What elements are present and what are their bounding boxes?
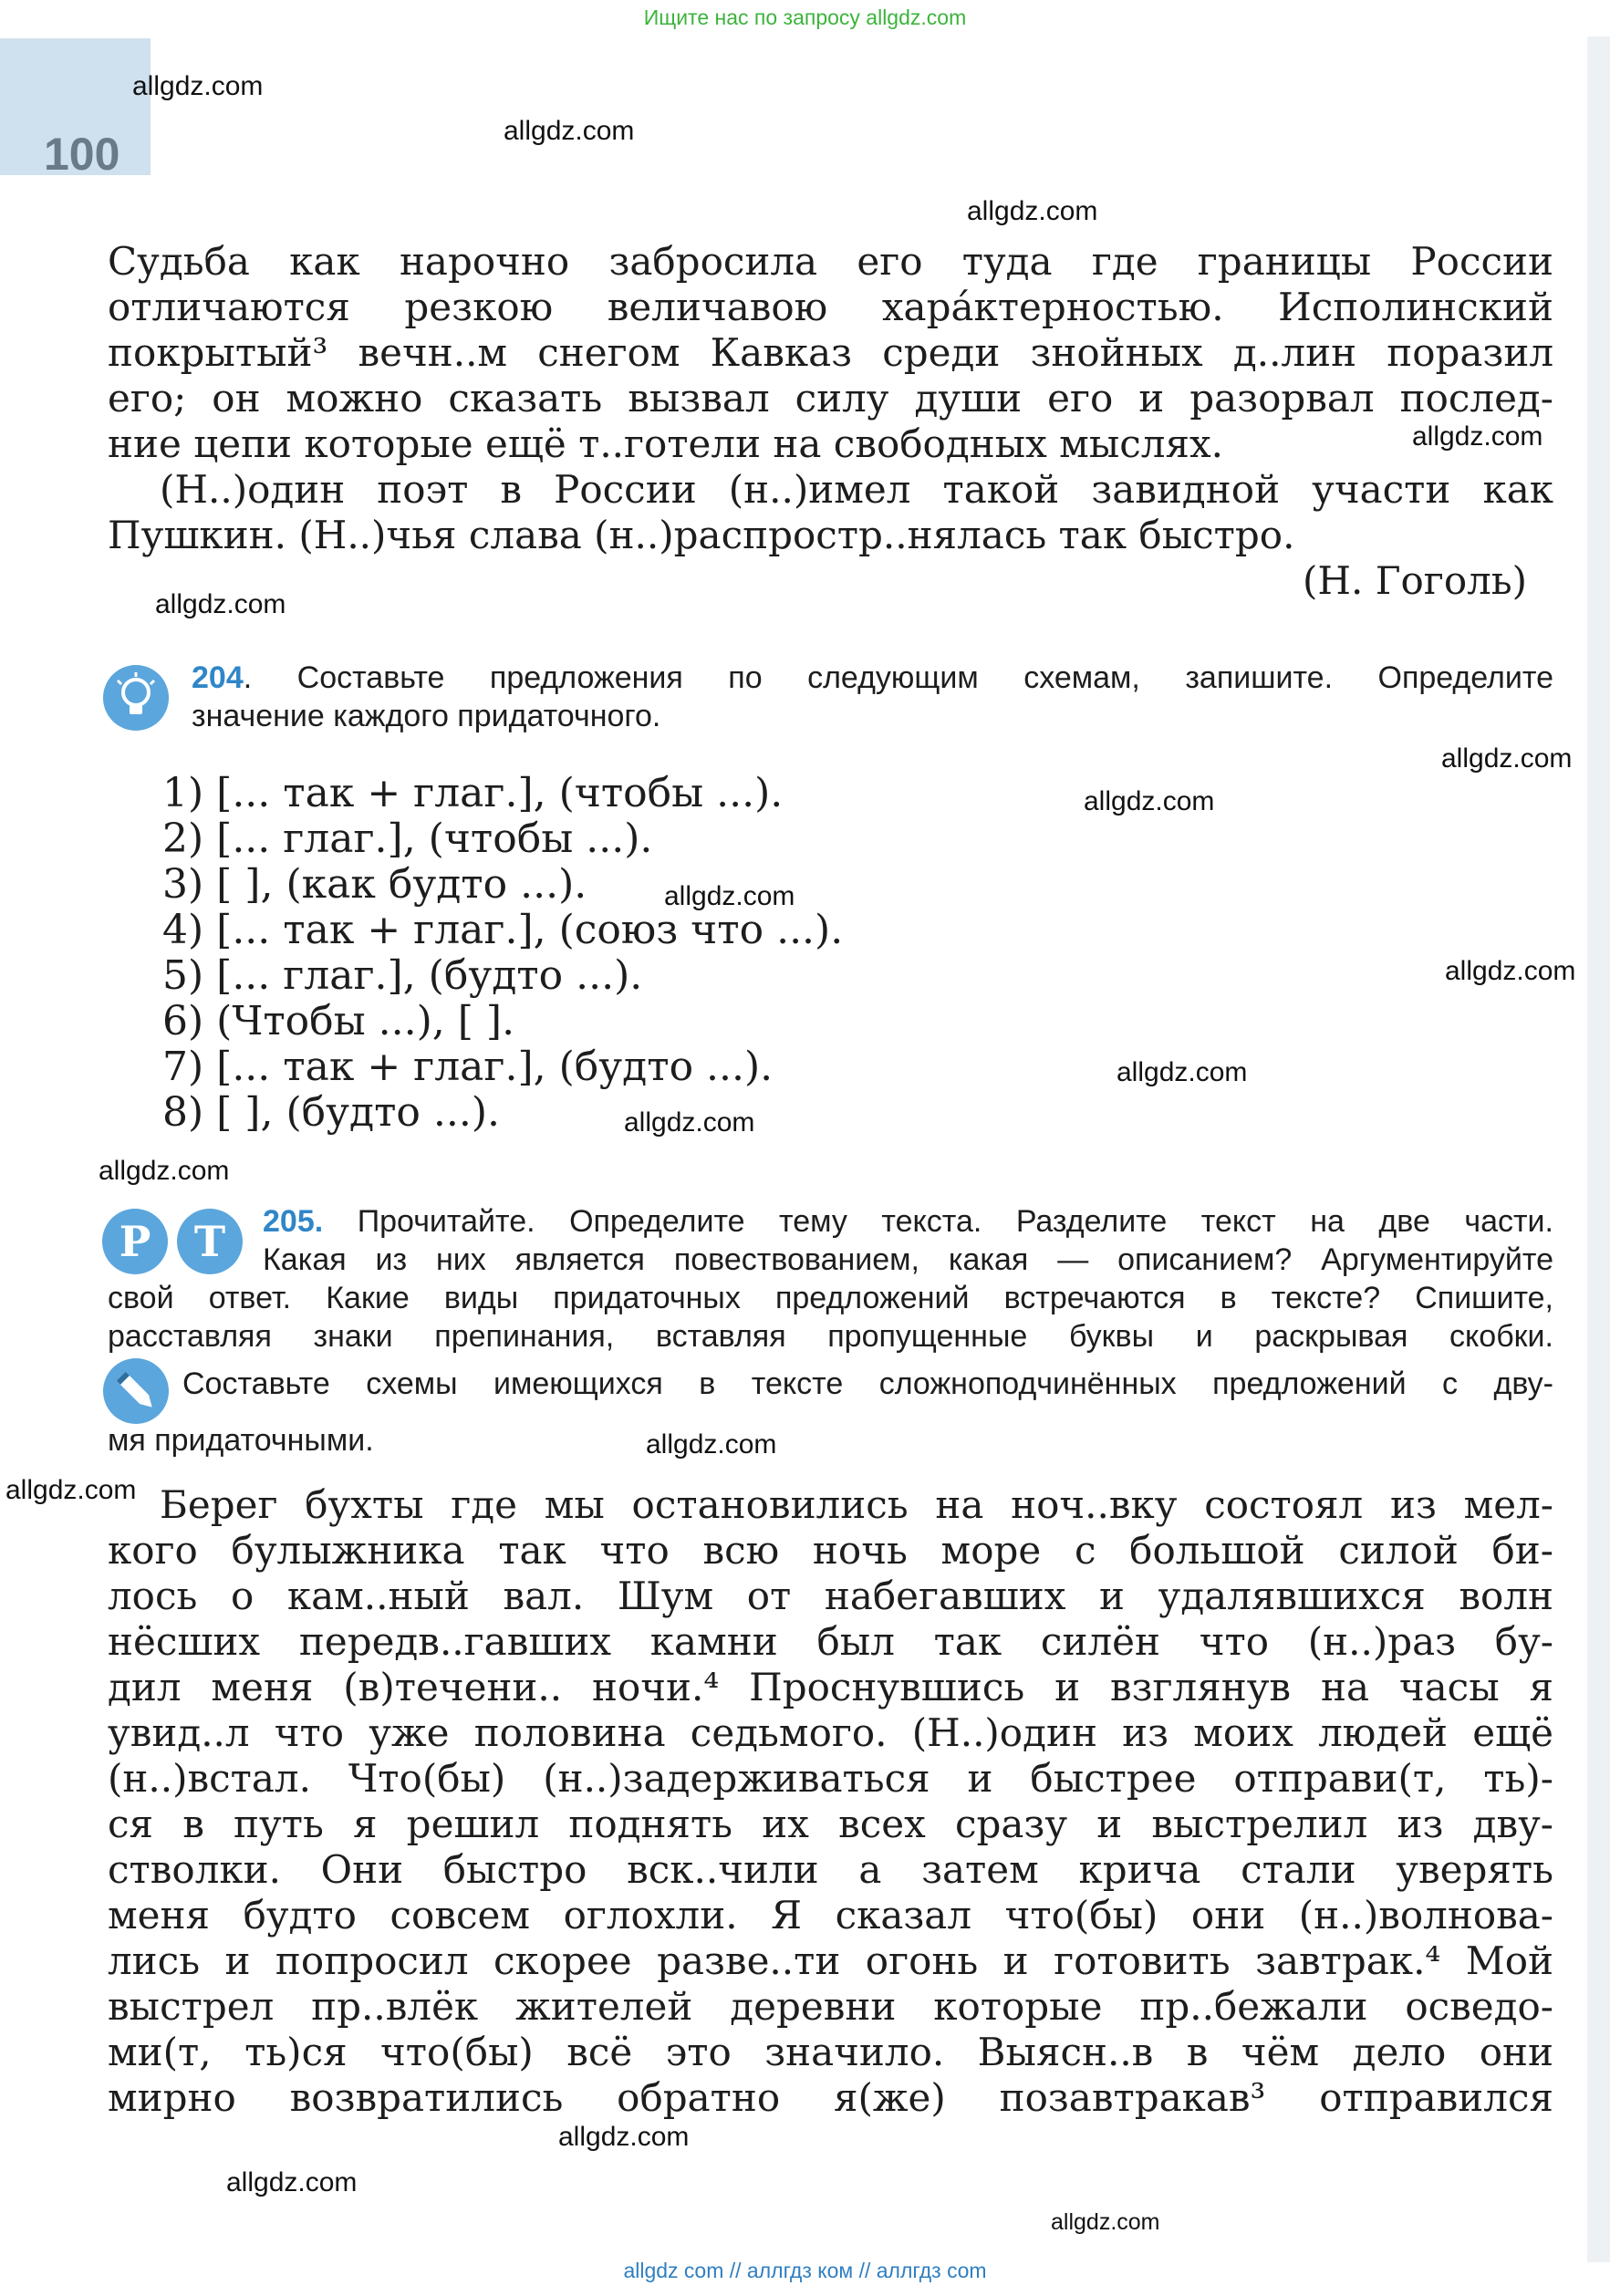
text-line: ся в путь я решил поднять их всех сразу и выстрелил из дву- [108,1802,1553,1846]
schema-item: 5) [... глаг.], (будто ...). [162,952,643,999]
text-line: его; он можно сказать вызвал силу души его и разорвал послед- [108,376,1553,421]
page-edge [1587,36,1610,2262]
ex205-task-line: свой ответ. Какие виды придаточных предложений встречаются в тексте? Спишите, [108,1281,1553,1315]
ex205-task-line: мя придаточными. [108,1423,374,1458]
watermark: allgdz.com [624,1107,755,1138]
schema-item: 7) [... так + глаг.], (будто ...). [162,1044,774,1090]
text-line: Судьба как нарочно забросила его туда где границы России [108,239,1553,284]
watermark: allgdz.com [1084,786,1215,816]
watermark: allgdz.com [226,2167,358,2197]
badge-p: Р [102,1209,168,1274]
ex205-task-line: расставляя знаки препинания, вставляя пропущенные буквы и раскрывая скобки. [108,1319,1553,1354]
text-line: стволки. Они быстро вск..чили а затем крича стали уверять [108,1847,1553,1892]
ex205-number: 205. [263,1204,324,1239]
schema-item: 3) [ ], (как будто ...). [162,861,587,908]
text-line: кого булыжника так что всю ночь море с большой силой би- [108,1528,1553,1573]
ex204-task-line: 204. Составьте предложения по следующим схемам, запишите. Определите [192,660,1553,695]
top-banner[interactable]: Ищите нас по запросу allgdz.com [643,5,967,29]
text-line: выстрел пр..влёк жителей деревни которые пр..бежали осведо- [108,1984,1553,2029]
ex205-task-line: Какая из них является повествованием, какая — описанием? Аргументируйте [263,1242,1553,1277]
ex205-task-line: Составьте схемы имеющихся в тексте сложноподчинённых предложений с дву- [182,1366,1553,1401]
schema-item: 4) [... так + глаг.], (союз что ...). [162,907,844,953]
watermark: allgdz.com [558,2122,690,2152]
footer-links[interactable]: allgdz com // аллгдз ком // аллгдз com [623,2259,987,2282]
text-line: Пушкин. (Н..)чья слава (н..)распростр..нялась так быстро. [108,513,1295,557]
schema-item: 1) [... так + глаг.], (чтобы ...). [162,770,784,816]
text-line: ние цепи которые ещё т..готели на свободных мыслях. [108,421,1223,466]
text-line: меня будто совсем оглохли. Я сказал что(бы) они (н..)волнова- [108,1893,1553,1938]
text-line: отличаются резкою величавою хара́ктерностью. Исполинский [108,285,1553,329]
page-number: 100 [44,129,120,180]
ex205-task-line: 205. Прочитайте. Определите тему текста. Разделите текст на две части. [263,1204,1553,1239]
text-line: Берег бухты где мы остановились на ноч..вку состоял из мел- [160,1482,1553,1527]
schema-item: 6) (Чтобы ...), [ ]. [162,998,515,1044]
lightbulb-icon [102,664,170,732]
watermark: allgdz.com [99,1156,230,1186]
ex204-number: 204 [192,660,244,695]
ex204-task-line: значение каждого придаточного. [192,699,661,733]
watermark: allgdz.com [132,71,264,101]
watermark: allgdz.com [1445,956,1576,986]
text-line: нёсших передв..гавших камни был так силён что (н..)раз бу- [108,1619,1553,1664]
text-line: лись и попросил скорее разве..ти огонь и готовить завтрак.⁴ Мой [108,1938,1553,1983]
watermark: allgdz.com [1117,1057,1248,1087]
text-line: (Н..)один поэт в России (н..)имел такой завидной участи как [160,467,1553,512]
text-author: (Н. Гоголь) [1303,558,1528,603]
text-line: покрытый³ вечн..м снегом Кавказ среди знойных д..лин поразил [108,330,1553,375]
text-line: увид..л что уже половина седьмого. (Н..)один из моих людей ещё [108,1710,1553,1755]
watermark: allgdz.com [646,1429,777,1460]
badge-t: Т [177,1209,243,1274]
watermark: allgdz.com [1441,743,1573,774]
schema-item: 8) [ ], (будто ...). [162,1089,501,1136]
watermark: allgdz.com [1412,421,1543,452]
pencil-icon [102,1357,170,1425]
watermark: allgdz.com [504,116,635,146]
text-line: ми(т, ть)ся что(бы) всё это значило. Выясн..в в чём дело они [108,2030,1553,2074]
watermark: allgdz.com [155,589,286,619]
text-line: дил меня (в)течени.. ночи.⁴ Проснувшись и взглянув на часы я [108,1665,1553,1709]
watermark: allgdz.com [664,881,795,911]
watermark: allgdz.com [5,1475,137,1505]
text-line: мирно возвратились обратно я(же) позавтракав³ отправился [108,2075,1553,2120]
schema-item: 2) [... глаг.], (чтобы ...). [162,816,653,862]
watermark: allgdz.com [967,196,1098,226]
watermark: allgdz.com [1051,2209,1160,2235]
text-line: лось о кам..ный вал. Шум от набегавших и удалявшихся волн [108,1574,1553,1618]
text-line: (н..)встал. Что(бы) (н..)задерживаться и быстрее отправи(т, ть)- [108,1756,1553,1801]
